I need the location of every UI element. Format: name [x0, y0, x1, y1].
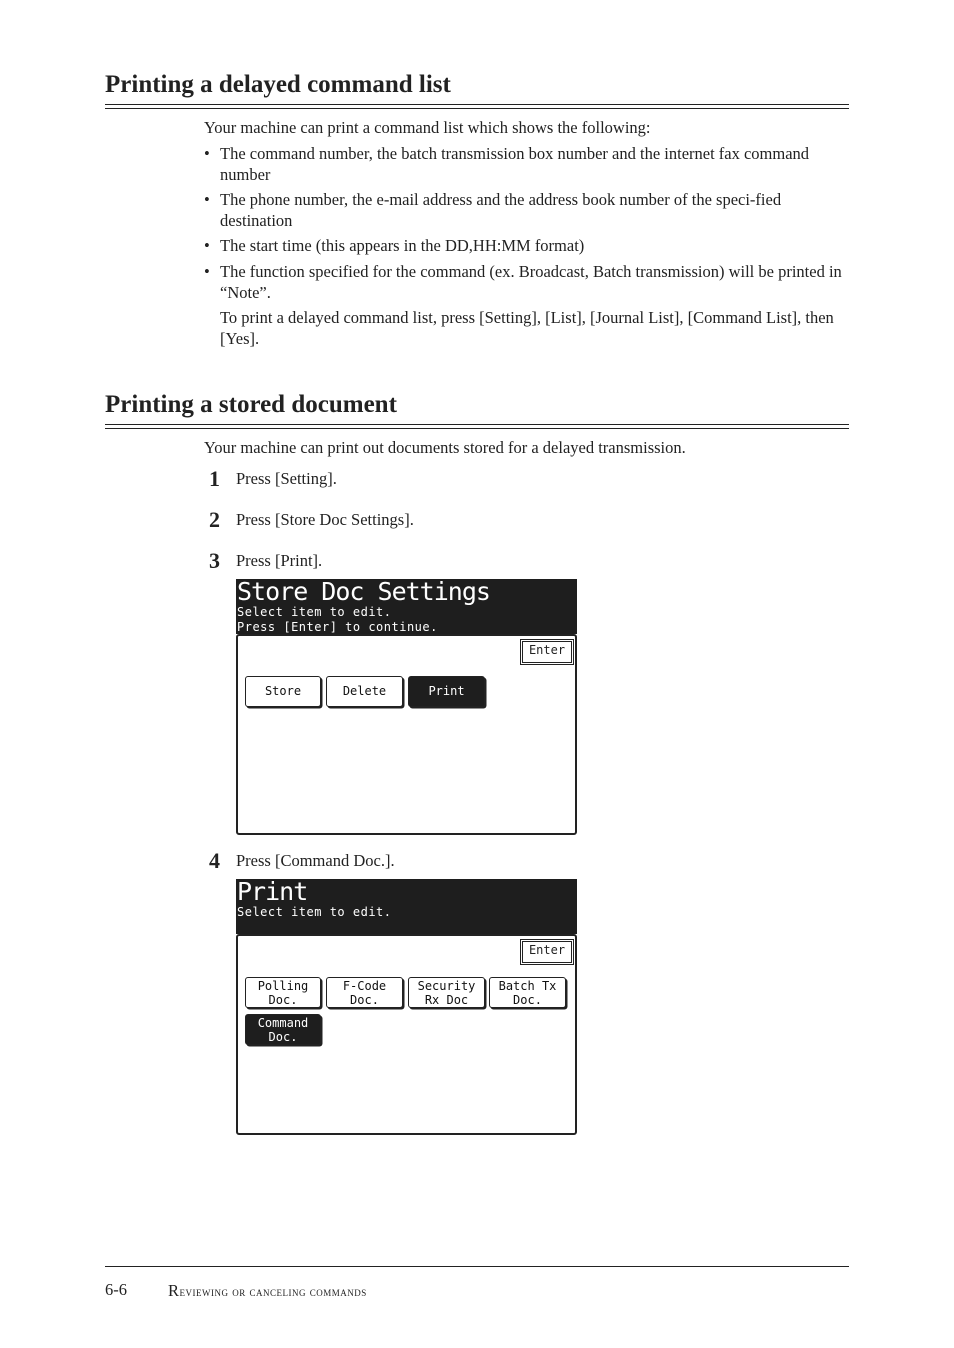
bullet-text: The start time (this appears in the DD,HH:MM format)	[220, 236, 585, 255]
store-button[interactable]: Store	[245, 676, 321, 707]
screen-instruction: Press [Enter] to continue.	[237, 620, 438, 634]
section1-intro: Your machine can print a command list which shows the following:	[204, 118, 651, 137]
screen-title: Store Doc Settings	[237, 577, 490, 606]
batch-tx-doc-button[interactable]	[489, 977, 566, 1008]
section-heading-stored-document: Printing a stored document	[105, 391, 397, 418]
enter-button[interactable]: Enter	[522, 641, 572, 663]
chapter-title-initial: R	[168, 1281, 180, 1300]
bullet-mark: •	[204, 190, 210, 209]
section2-intro: Your machine can print out documents stored for a delayed transmission.	[204, 438, 686, 457]
step-text: Press [Command Doc.].	[236, 851, 395, 870]
delete-button[interactable]: Delete	[326, 676, 403, 707]
security-rx-doc-button[interactable]	[408, 977, 485, 1008]
button-label: Batch Tx	[498, 979, 557, 993]
bullet-text: The phone number, the e-mail address and the address book number of the speci-fied destination	[220, 190, 782, 230]
store-doc-settings-screen	[236, 579, 577, 835]
button-label: Doc.	[350, 993, 379, 1007]
button-label: Doc.	[268, 1030, 298, 1044]
section-heading-delayed-command-list: Printing a delayed command list	[105, 71, 451, 98]
step-number: 2	[209, 507, 220, 532]
page-number: 6-6	[105, 1280, 127, 1299]
bullet-mark: •	[204, 262, 210, 281]
bullet-text: The command number, the batch transmission box number and the internet fax command number	[220, 144, 810, 184]
screen-body	[236, 934, 577, 1135]
step-text: Press [Print].	[236, 551, 323, 570]
bullet-text: The function specified for the command (ex. Broadcast, Batch transmission) will be printed in “Note”.	[220, 262, 842, 302]
button-label: Security	[417, 979, 476, 993]
screen-header	[236, 879, 577, 934]
heading-rule	[105, 424, 849, 429]
command-doc-button[interactable]	[245, 1014, 321, 1045]
step-number: 4	[209, 848, 220, 873]
heading-rule	[105, 104, 849, 109]
print-screen	[236, 879, 577, 1135]
print-button[interactable]: Print	[408, 676, 485, 707]
button-label: Polling	[257, 979, 309, 993]
section1-instruction: To print a delayed command list, press [Setting], [List], [Journal List], [Command List], then [Yes].	[220, 308, 834, 348]
step-number: 1	[209, 466, 220, 491]
step-text: Press [Store Doc Settings].	[236, 510, 414, 529]
screen-title: Print	[237, 877, 308, 906]
bullet-mark: •	[204, 236, 210, 255]
button-label: Command	[257, 1016, 309, 1030]
button-label: F-Code	[342, 979, 387, 993]
polling-doc-button[interactable]	[245, 977, 321, 1008]
footer-rule	[105, 1266, 849, 1267]
screen-header	[236, 579, 577, 634]
chapter-title	[168, 1281, 367, 1301]
button-label: Rx Doc	[424, 993, 469, 1007]
step-number: 3	[209, 548, 220, 573]
f-code-doc-button[interactable]	[326, 977, 403, 1008]
enter-button[interactable]: Enter	[522, 941, 572, 963]
button-label: Doc.	[513, 993, 542, 1007]
screen-body	[236, 634, 577, 835]
button-label: Doc.	[268, 993, 298, 1007]
bullet-mark: •	[204, 144, 210, 163]
screen-instruction: Select item to edit.	[237, 605, 392, 619]
screen-instruction: Select item to edit.	[237, 905, 392, 919]
chapter-title-rest: eviewing or canceling commands	[179, 1284, 367, 1299]
step-text: Press [Setting].	[236, 469, 337, 488]
